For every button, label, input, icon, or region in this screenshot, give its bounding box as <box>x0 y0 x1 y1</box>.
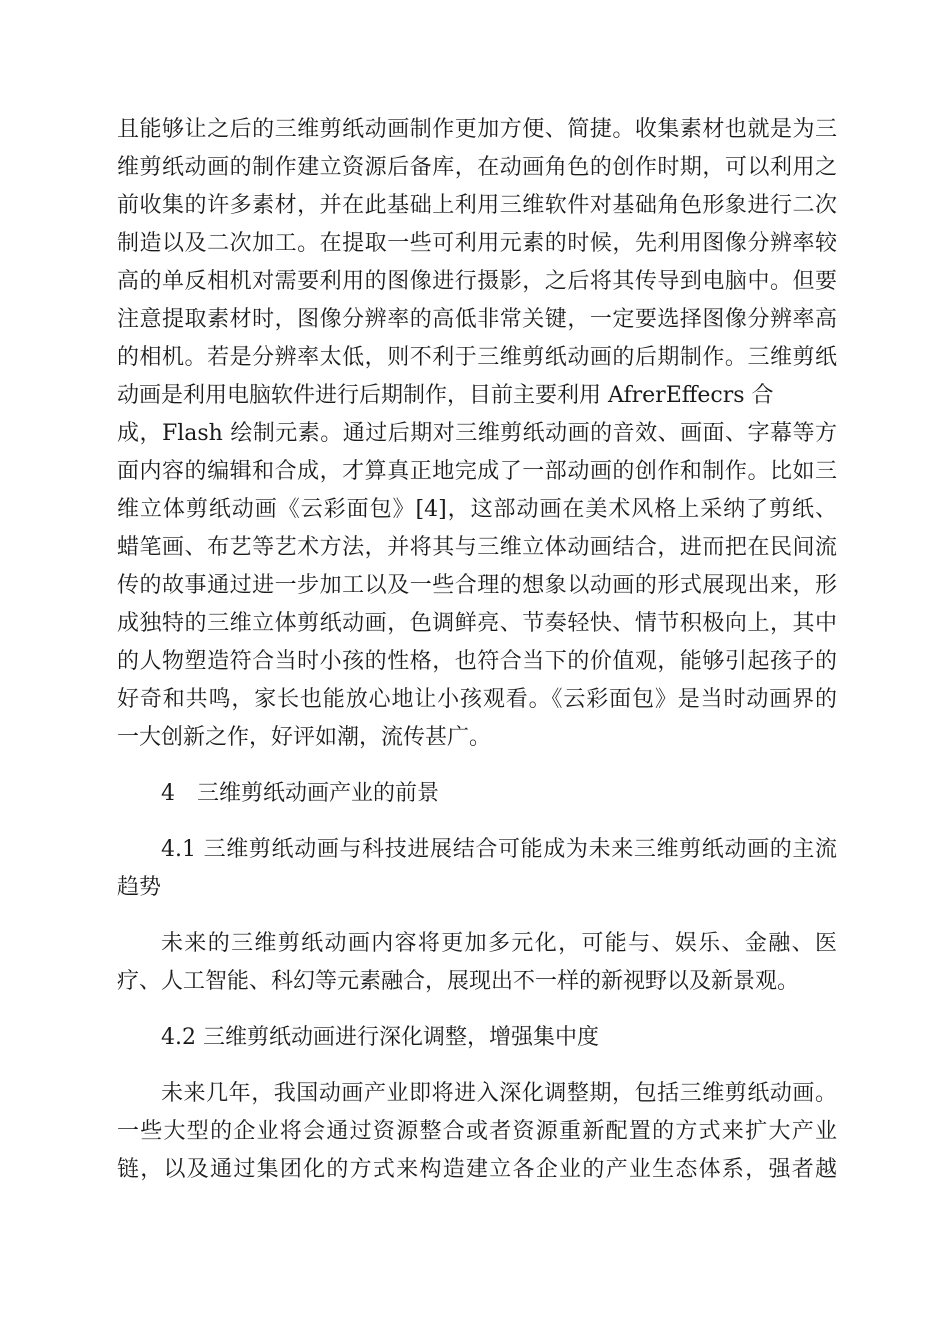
body-text-line: 面内容的编辑和合成，才算真正地完成了一部动画的创作和制作。比如三 <box>117 459 837 484</box>
body-text-line: 蜡笔画、布艺等艺术方法，并将其与三维立体动画结合，进而把在民间流 <box>117 535 837 560</box>
body-text-line: 且能够让之后的三维剪纸动画制作更加方便、简捷。收集素材也就是为三 <box>117 117 837 142</box>
body-text-line: 成，Flash 绘制元素。通过后期对三维剪纸动画的音效、画面、字幕等方 <box>117 421 837 446</box>
body-text-line: 制造以及二次加工。在提取一些可利用元素的时候，先利用图像分辨率较 <box>117 231 837 256</box>
body-text-line: 的人物塑造符合当时小孩的性格，也符合当下的价值观，能够引起孩子的 <box>117 649 837 674</box>
body-text-line: 前收集的许多素材，并在此基础上利用三维软件对基础角色形象进行二次 <box>117 193 837 218</box>
subsection-heading-4-2: 4.2 三维剪纸动画进行深化调整，增强集中度 <box>161 1025 599 1050</box>
body-text-line: 维立体剪纸动画《云彩面包》[4]，这部动画在美术风格上采纳了剪纸、 <box>117 497 837 522</box>
body-text-line: 高的单反相机对需要利用的图像进行摄影，之后将其传导到电脑中。但要 <box>117 269 837 294</box>
body-text-line: 的相机。若是分辨率太低，则不利于三维剪纸动画的后期制作。三维剪纸 <box>117 345 837 370</box>
body-text-line: 传的故事通过进一步加工以及一些合理的想象以动画的形式展现出来，形 <box>117 573 837 598</box>
body-text-line: 动画是利用电脑软件进行后期制作，目前主要利用 AfrerEffecrs 合 <box>117 383 774 408</box>
subsection-heading-4-1: 趋势 <box>117 875 162 900</box>
body-text-line: 一些大型的企业将会通过资源整合或者资源重新配置的方式来扩大产业 <box>117 1119 837 1144</box>
body-text-line: 注意提取素材时，图像分辨率的高低非常关键，一定要选择图像分辨率高 <box>117 307 837 332</box>
body-text-line: 好奇和共鸣，家长也能放心地让小孩观看。《云彩面包》是当时动画界的 <box>117 687 837 712</box>
subsection-heading-4-1: 4.1 三维剪纸动画与科技进展结合可能成为未来三维剪纸动画的主流 <box>161 837 837 862</box>
body-text-line: 维剪纸动画的制作建立资源后备库，在动画角色的创作时期，可以利用之 <box>117 155 837 180</box>
section-heading-4: 4 三维剪纸动画产业的前景 <box>161 781 439 806</box>
body-text-line: 成独特的三维立体剪纸动画，色调鲜亮、节奏轻快、情节积极向上，其中 <box>117 611 837 636</box>
body-text-line: 疗、人工智能、科幻等元素融合，展现出不一样的新视野以及新景观。 <box>117 969 800 994</box>
body-text-line: 一大创新之作，好评如潮，流传甚广。 <box>117 725 492 750</box>
body-text-line: 未来的三维剪纸动画内容将更加多元化，可能与、娱乐、金融、医 <box>161 931 837 956</box>
body-text-line: 链，以及通过集团化的方式来构造建立各企业的产业生态体系，强者越 <box>117 1157 837 1182</box>
body-text-line: 未来几年，我国动画产业即将进入深化调整期，包括三维剪纸动画。 <box>161 1081 837 1106</box>
